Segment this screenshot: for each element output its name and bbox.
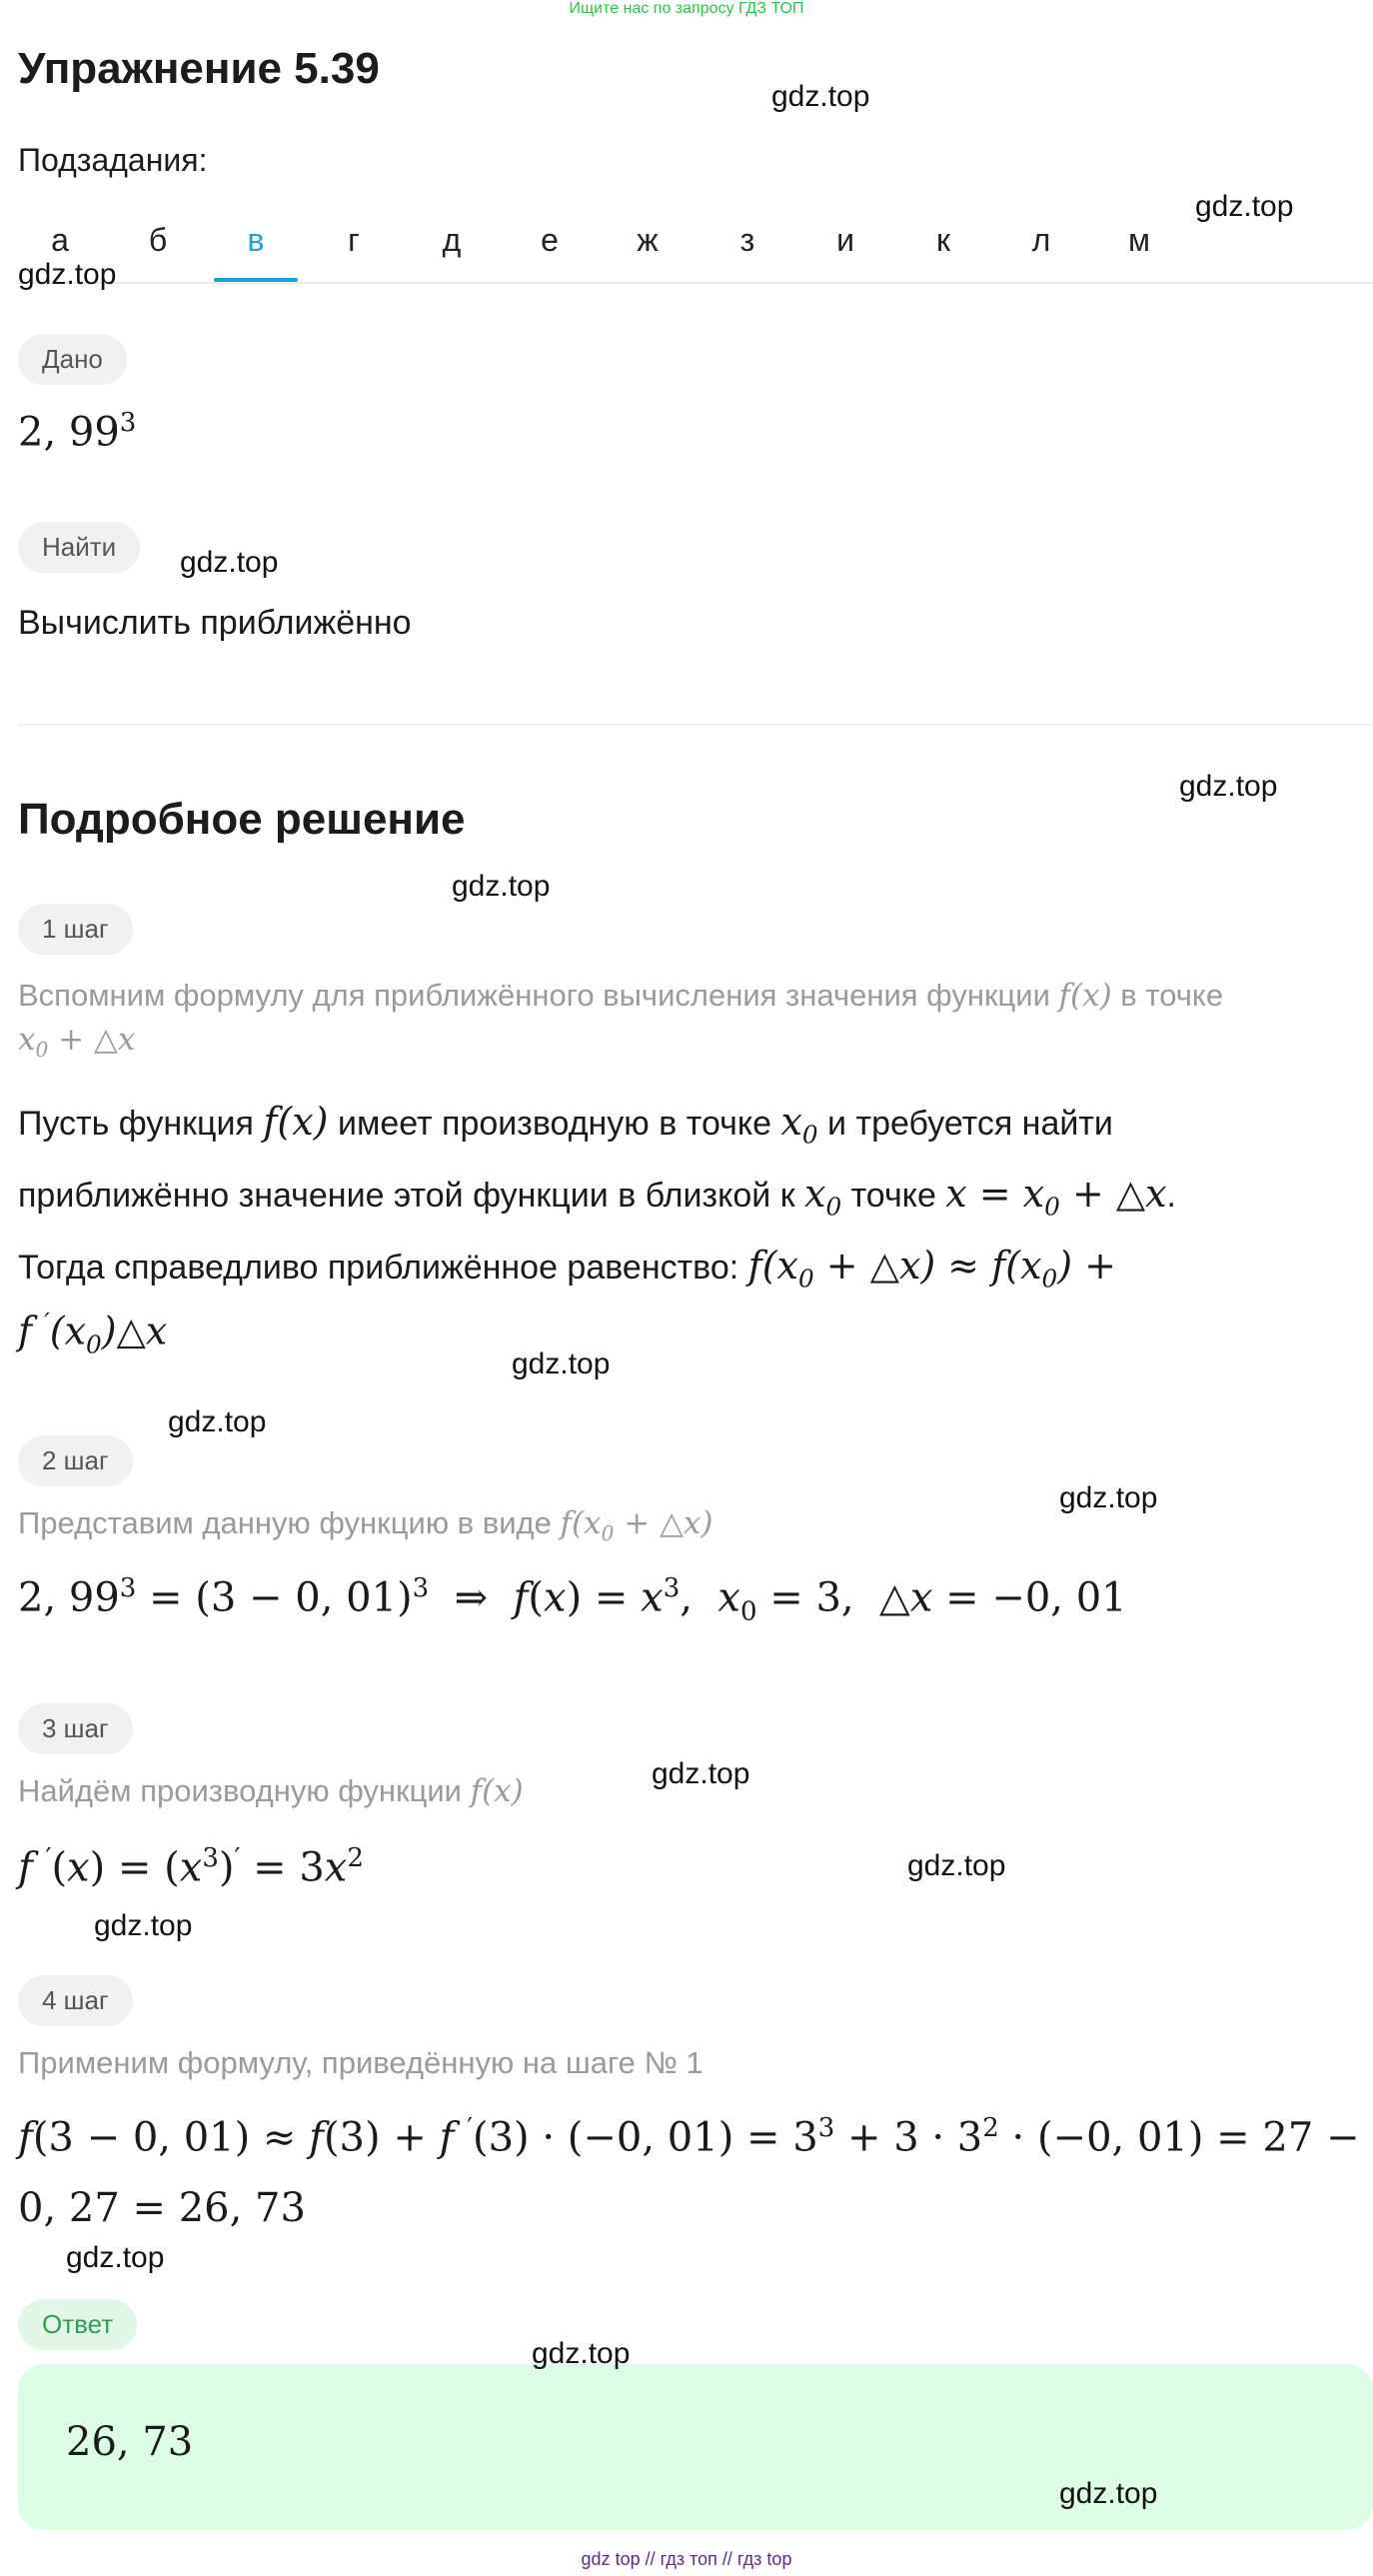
step-4-badge: 4 шаг [18, 1975, 133, 2026]
watermark: gdz.top [168, 1405, 267, 1438]
step-3-formula: f $'(x) = (x^3)' = 3x^2$ [18, 1843, 364, 1891]
watermark: gdz.top [1059, 1481, 1158, 1514]
step-3-badge: 3 шаг [18, 1703, 133, 1754]
watermark: gdz.top [512, 1347, 611, 1380]
tab-i[interactable]: и [836, 222, 854, 258]
step-1-line-3: Тогда справедливо приближённое равенство: $f(x_0$ + △x) ≈ $f(x_0)$ + [18, 1244, 1116, 1293]
tab-l[interactable]: л [1031, 222, 1051, 258]
active-tab-indicator [214, 278, 298, 282]
step-2-badge: 2 шаг [18, 1435, 133, 1486]
watermark: gdz.top [1195, 190, 1294, 223]
watermark: gdz.top [652, 1757, 750, 1790]
watermark: gdz.top [180, 546, 279, 579]
answer-box [18, 2364, 1373, 2530]
step-2-formula: 2, $99^3 = (3 - 0$, 01)$^3$ ⇒ $f(x) = x^3$, $x_0 = 3$, △x = −0, 01 [18, 1573, 1127, 1627]
tab-z[interactable]: з [739, 222, 755, 258]
watermark: gdz.top [532, 2337, 631, 2370]
section-divider [18, 724, 1373, 726]
footer: gdz top // гдз топ // гдз top [581, 2549, 792, 2569]
step-3-hint: Найдём производную функции f(x) [18, 1773, 524, 1809]
tab-zh[interactable]: ж [637, 222, 659, 258]
subtask-tabs [18, 208, 1373, 284]
answer-badge: Ответ [18, 2299, 137, 2350]
solution-title: Подробное решение [18, 795, 466, 844]
step-4-hint: Применим формулу, приведённую на шаге № 1 [18, 2045, 703, 2080]
given-value: 2, $99^3$ [18, 408, 137, 456]
step-1-hint-point: $x_0$ + △x [18, 1022, 136, 1063]
tab-k[interactable]: к [936, 222, 950, 258]
watermark: gdz.top [1179, 770, 1278, 803]
step-2-hint: Представим данную функцию в виде $f(x_0$ + △x) [18, 1505, 713, 1546]
watermark: gdz.top [452, 870, 551, 903]
top-note: Ищите нас по запросу ГДЗ ТОП [569, 0, 804, 17]
step-4-formula-line-1: f(3 − 0, 01) ≈ f(3) + f ′(3) · (−0, $01) = 3^3 + 3 \cdot 3^2 \cdot (-0$, 01) = 27 − [18, 2113, 1360, 2161]
watermark: gdz.top [66, 2241, 165, 2274]
step-1-line-1: Пусть функция f(x) имеет производную в точке $x_0$ и требуется найти [18, 1100, 1113, 1150]
step-4-formula-line-2: 0, 27 = 26, 73 [18, 2185, 306, 2231]
given-badge: Дано [18, 334, 127, 385]
step-1-hint: Вспомним формулу для приближённого вычисления значения функции f(x) в точке [18, 978, 1224, 1014]
tab-d[interactable]: д [442, 222, 462, 258]
step-1-badge: 1 шаг [18, 904, 133, 955]
watermark: gdz.top [907, 1849, 1006, 1882]
tab-v[interactable]: в [247, 222, 265, 258]
step-1-line-4: f $'(x_0)\triangle x$ [18, 1307, 168, 1359]
subtasks-label: Подзадания: [18, 142, 208, 178]
tab-m[interactable]: м [1128, 222, 1150, 258]
watermark: gdz.top [771, 80, 870, 113]
tab-g[interactable]: г [348, 222, 360, 258]
tab-a[interactable]: а [51, 222, 69, 258]
find-badge: Найти [18, 522, 140, 573]
find-text: Вычислить приближённо [18, 604, 412, 642]
tab-b[interactable]: б [148, 222, 168, 258]
page-title: Упражнение 5.39 [18, 44, 380, 93]
tab-e[interactable]: е [541, 222, 559, 258]
watermark: gdz.top [1059, 2477, 1158, 2510]
answer-value: 26, 73 [66, 2419, 194, 2465]
step-1-line-2: приближённо значение этой функции в близкой к $x_0$ точке $x = x_0$ + △x. [18, 1172, 1176, 1222]
watermark: gdz.top [94, 1909, 193, 1942]
watermark: gdz.top [18, 258, 117, 291]
